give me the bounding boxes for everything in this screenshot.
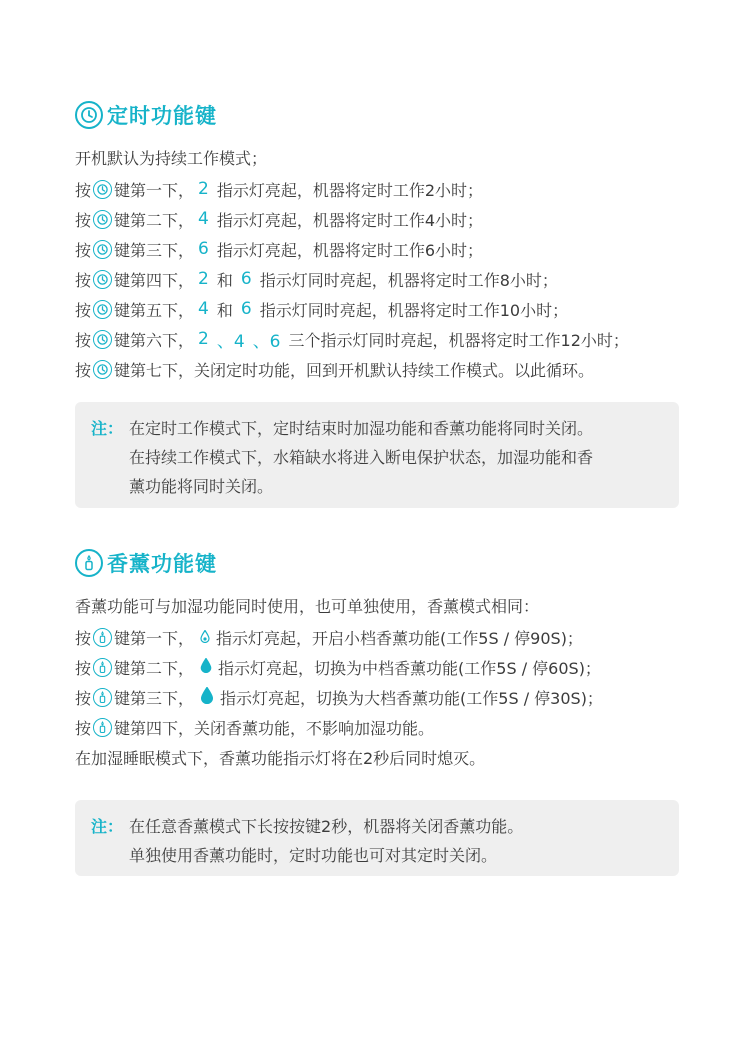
aroma-row [75, 622, 680, 652]
indicator-number: 6 [240, 299, 252, 319]
indicator-number: 4 [198, 209, 209, 229]
indicator-number: 、6 [252, 331, 281, 352]
row-pre: 键第六下， [114, 330, 195, 350]
row-pre: 键第二下， [114, 658, 195, 678]
note-text [129, 812, 523, 864]
row-post: 指示灯亮起，开启小档香薰功能(工作5S / 停90S)； [216, 628, 583, 648]
timer-title: 定时功能键 [107, 104, 217, 128]
note-line: 在持续工作模式下，水箱缺水将进入断电保护状态，加湿功能和香 [129, 448, 594, 467]
press-label: 按 [75, 270, 92, 290]
aroma-icon [93, 718, 112, 737]
timer-section [75, 98, 680, 508]
aroma-icon [75, 549, 103, 577]
press-label: 按 [75, 718, 92, 738]
timer-note [75, 402, 679, 508]
row-pre: 键第三下， [114, 240, 195, 260]
clock-icon [93, 330, 112, 349]
row-post: 指示灯亮起，机器将定时工作6小时； [216, 240, 484, 260]
aroma-icon [93, 658, 112, 677]
note-line: 薰功能将同时关闭。 [129, 477, 274, 496]
timer-row [75, 294, 680, 324]
indicator-number: 6 [198, 239, 209, 259]
timer-row [75, 174, 680, 204]
press-label: 按 [75, 300, 92, 320]
row-pre: 键第四下，关闭香薰功能，不影响加湿功能。 [114, 718, 435, 738]
aroma-header [75, 546, 680, 580]
row-post: 指示灯亮起，机器将定时工作2小时； [216, 180, 484, 200]
clock-icon [93, 210, 112, 229]
row-post: 指示灯同时亮起，机器将定时工作10小时； [259, 300, 569, 320]
row-pre: 键第三下， [114, 688, 195, 708]
clock-icon [93, 240, 112, 259]
indicator-number: 6 [240, 269, 252, 289]
clock-icon [93, 300, 112, 319]
indicator-number: 、4 [216, 331, 245, 352]
press-label: 按 [75, 360, 92, 380]
note-label: 注： [91, 817, 124, 836]
timer-row [75, 264, 680, 294]
indicator-number: 4 [198, 299, 209, 319]
aroma-icon [93, 688, 112, 707]
row-pre: 键第七下，关闭定时功能，回到开机默认持续工作模式。以此循环。 [114, 360, 595, 380]
note-text [129, 414, 593, 496]
press-label: 按 [75, 688, 92, 708]
timer-intro: 开机默认为持续工作模式； [75, 149, 268, 168]
drop-icon [200, 658, 212, 677]
row-post: 指示灯亮起，切换为中档香薰功能(工作5S / 停60S)； [218, 658, 601, 678]
note-line: 在任意香薰模式下长按按键2秒，机器将关闭香薰功能。 [129, 817, 524, 836]
press-label: 按 [75, 658, 92, 678]
aroma-row [75, 712, 680, 742]
note-line: 单独使用香薰功能时，定时功能也可对其定时关闭。 [129, 846, 498, 865]
aroma-section [75, 546, 680, 876]
note-label: 注： [91, 419, 124, 438]
aroma-note [75, 800, 679, 876]
row-pre: 键第一下， [114, 180, 195, 200]
aroma-rows [75, 622, 680, 742]
timer-row [75, 204, 680, 234]
aroma-row [75, 652, 680, 682]
press-label: 按 [75, 628, 92, 648]
row-pre: 键第四下， [114, 270, 195, 290]
aroma-intro: 香薰功能可与加湿功能同时使用，也可单独使用，香薰模式相同： [75, 597, 540, 616]
timer-row [75, 354, 680, 384]
press-label: 按 [75, 330, 92, 350]
press-label: 按 [75, 210, 92, 230]
aroma-row [75, 682, 680, 712]
indicator-number: 2 [198, 269, 209, 289]
indicator-number: 2 [198, 329, 209, 349]
row-pre: 键第一下， [114, 628, 195, 648]
row-post: 三个指示灯同时亮起，机器将定时工作12小时； [288, 330, 629, 350]
clock-icon [93, 180, 112, 199]
drop-icon [200, 628, 210, 647]
drop-icon [200, 687, 214, 708]
row-pre: 键第五下， [114, 300, 195, 320]
clock-icon [93, 360, 112, 379]
press-label: 按 [75, 240, 92, 260]
timer-rows [75, 174, 680, 384]
aroma-title: 香薰功能键 [107, 552, 217, 576]
timer-row [75, 324, 680, 354]
row-connector: 和 [216, 270, 233, 290]
row-post: 指示灯同时亮起，机器将定时工作8小时； [259, 270, 558, 290]
row-post: 指示灯亮起，切换为大档香薰功能(工作5S / 停30S)； [220, 688, 603, 708]
aroma-icon [93, 628, 112, 647]
indicator-number: 2 [198, 179, 209, 199]
row-connector: 和 [216, 300, 233, 320]
clock-icon [93, 270, 112, 289]
sleep-line: 在加湿睡眠模式下，香薰功能指示灯将在2秒后同时熄灭。 [75, 748, 486, 768]
row-pre: 键第二下， [114, 210, 195, 230]
timer-header [75, 98, 680, 132]
note-line: 在定时工作模式下，定时结束时加湿功能和香薰功能将同时关闭。 [129, 419, 594, 438]
timer-row [75, 234, 680, 264]
row-post: 指示灯亮起，机器将定时工作4小时； [216, 210, 484, 230]
press-label: 按 [75, 180, 92, 200]
clock-icon [75, 101, 103, 129]
